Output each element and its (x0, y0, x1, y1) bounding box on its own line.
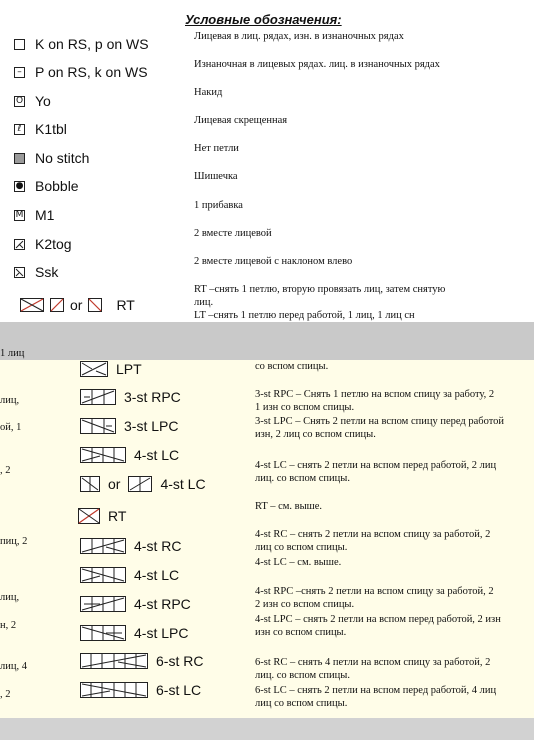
cable-desc: изн со вспом спицы. (255, 627, 347, 638)
cable-label: LPT (116, 361, 142, 377)
gray-square-icon (14, 153, 25, 164)
gray-separator (0, 322, 534, 360)
dot-square-icon: ● (15, 180, 24, 191)
legend-row-knit (14, 32, 149, 56)
legend-label: K on RS, p on WS (35, 36, 149, 52)
cable-row-4st-rpc (80, 596, 191, 612)
cable-icon (80, 538, 126, 554)
legend-label: P on RS, k on WS (35, 64, 148, 80)
legend-row-ssk (14, 260, 58, 284)
legend-label: M1 (35, 207, 55, 223)
cable-label: 3-st LPC (124, 418, 179, 434)
legend-desc: Лицевая в лиц. рядах, изн. в изнаночных рядах (194, 31, 404, 42)
cable-desc: 6-st LC – снять 2 петли на вспом перед работой, 4 лиц (255, 685, 497, 696)
cable-icon (80, 476, 100, 492)
cable-label: 6-st LC (156, 682, 202, 698)
cable-row-6st-lc (80, 682, 201, 698)
cable-label: RT (108, 508, 127, 524)
twisted-loop-icon: ℓ (14, 124, 25, 135)
rt-desc-3: LT –снять 1 петлю перед работой, 1 лиц, 1 лиц сн (194, 310, 415, 321)
cable-icon (80, 625, 126, 641)
or-text: or (108, 476, 121, 492)
cable-label: 4-st LC (134, 447, 180, 463)
left-fragment: , 2 (0, 465, 11, 476)
legend-label: K1tbl (35, 121, 67, 137)
cable-row-3st-lpc (80, 418, 178, 434)
cable-icon (80, 389, 116, 405)
cable-desc: 6-st RC – снять 4 петли на вспом спицу за работой, 2 (255, 657, 491, 668)
legend-row-rt (20, 293, 135, 317)
legend-desc: 2 вместе лицевой (194, 228, 272, 239)
cable-row-4st-lc-alt (80, 476, 206, 492)
cable-label: 3-st RPC (124, 389, 181, 405)
circle-square-icon: O (15, 95, 24, 106)
cable-desc: лиц со вспом спицы. (255, 698, 348, 709)
cable-label: 4-st LC (160, 476, 206, 492)
rt-desc-2: лиц. (194, 297, 214, 308)
cable-desc: 4-st LC – снять 2 петли на вспом перед работой, 2 лиц (255, 460, 497, 471)
left-fragment: ой, 1 (0, 422, 22, 433)
cable-icon (80, 418, 116, 434)
cable-desc: лиц. со вспом спицы. (255, 670, 350, 681)
legend-label: Bobble (35, 178, 79, 194)
cable-label: 4-st LPC (134, 625, 189, 641)
legend-row-nostitch (14, 146, 89, 170)
legend-row-bobble (14, 174, 79, 198)
cable-icon (128, 476, 152, 492)
rt-desc-1: RT –снять 1 петлю, вторую провязать лиц, затем снятую (194, 284, 446, 295)
legend-label: RT (116, 297, 135, 313)
dash-square-icon: – (14, 67, 25, 78)
footer-band (0, 718, 534, 740)
cable-label: 4-st LC (134, 567, 180, 583)
cable-icon (80, 361, 108, 377)
legend-desc: Накид (194, 87, 223, 98)
cable-row-lpt (80, 361, 142, 377)
legend-title: Условные обозначения: (185, 12, 342, 27)
rt-small-icon (50, 298, 64, 312)
cable-label: 4-st RC (134, 538, 182, 554)
or-text: or (70, 297, 83, 313)
rt-cross-icon (20, 298, 44, 312)
left-fragment: н, 2 (0, 620, 17, 631)
cable-desc: 2 изн со вспом спицы. (255, 599, 355, 610)
legend-desc: Изнаночная в лицевых рядах. лиц. в изнаночных рядах (194, 59, 440, 70)
legend-desc: 1 прибавка (194, 200, 243, 211)
left-fragment: , 2 (0, 689, 11, 700)
rt-alt-icon (88, 298, 102, 312)
cable-icon (80, 596, 126, 612)
cable-row-4st-lpc (80, 625, 188, 641)
right-slant-square-icon (14, 239, 25, 250)
empty-square-icon (14, 39, 25, 50)
m-square-icon: M (15, 209, 24, 220)
cable-icon (80, 447, 126, 463)
cable-row-6st-rc (80, 653, 203, 669)
left-slant-square-icon (14, 267, 25, 278)
cable-row-4st-lc (80, 447, 179, 463)
cable-desc: 4-st RPC –снять 2 петли на вспом спицу за работой, 2 (255, 586, 494, 597)
cable-row-rt (78, 508, 126, 524)
legend-desc: Нет петли (194, 143, 239, 154)
cable-row-4st-lc-2 (80, 567, 179, 583)
left-fragment: лиц, (0, 592, 20, 603)
cable-desc: 3-st RPC – Снять 1 петлю на вспом спицу за работу, 2 (255, 389, 495, 400)
cable-row-4st-rc (80, 538, 181, 554)
legend-desc: Лицевая скрещенная (194, 115, 288, 126)
left-fragment: лиц, 4 (0, 661, 27, 672)
cable-desc: лиц. со вспом спицы. (255, 473, 350, 484)
legend-row-m1 (14, 203, 54, 227)
legend-label: Yo (35, 93, 51, 109)
legend-label: No stitch (35, 150, 90, 166)
legend-desc: 2 вместе лицевой с наклоном влево (194, 256, 353, 267)
legend-desc: Шишечка (194, 171, 238, 182)
cable-row-3st-rpc (80, 389, 181, 405)
left-fragment: пиц, 2 (0, 536, 28, 547)
legend-label: K2tog (35, 236, 72, 252)
cable-desc: 4-st LC – см. выше. (255, 557, 342, 568)
cable-icon (80, 653, 148, 669)
cable-desc: лиц со вспом спицы. (255, 542, 348, 553)
cable-icon (80, 567, 126, 583)
cable-desc: со вспом спицы. (255, 361, 329, 372)
cable-desc: 4-st LPC – снять 2 петли на вспом перед работой, 2 изн (255, 614, 501, 625)
legend-row-purl (14, 60, 148, 84)
legend-row-yo (14, 89, 51, 113)
legend-label: Ssk (35, 264, 59, 280)
cable-desc: изн, 2 лиц со вспом спицы. (255, 429, 376, 440)
cable-desc: 3-st LPC – Снять 2 петли на вспом спицу перед работой (255, 416, 505, 427)
cable-desc: 1 изн со вспом спицы. (255, 402, 355, 413)
legend-row-k2tog (14, 232, 72, 256)
cable-label: 6-st RC (156, 653, 204, 669)
cable-desc: 4-st RC – снять 2 петли на вспом спицу за работой, 2 (255, 529, 491, 540)
cable-desc: RT – см. выше. (255, 501, 323, 512)
cable-label: 4-st RPC (134, 596, 191, 612)
left-fragment: 1 лиц (0, 348, 25, 359)
legend-row-k1tbl (14, 117, 67, 141)
rt-cross-icon (78, 508, 100, 524)
left-fragment: лиц, (0, 395, 20, 406)
cable-icon (80, 682, 148, 698)
